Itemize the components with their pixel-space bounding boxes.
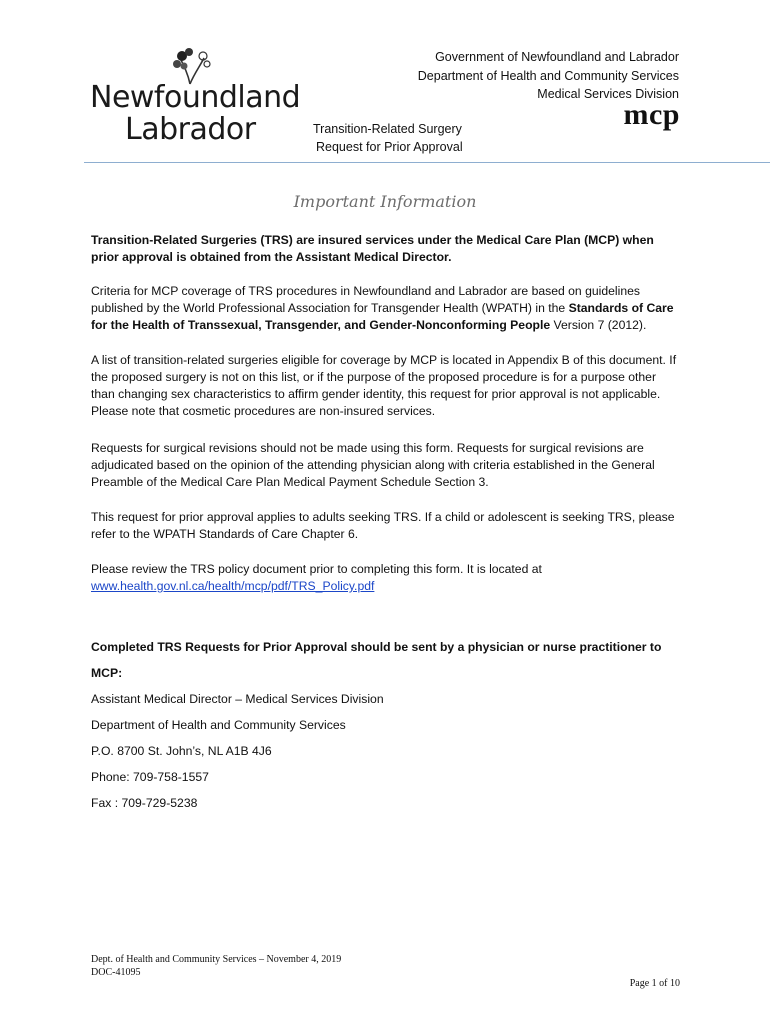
footer-doc-id: DOC-41095 [91,967,141,978]
form-title-line1: Transition-Related Surgery [313,122,462,136]
address-line: Department of Health and Community Services [91,718,346,732]
logo-text-newfoundland: Newfoundland [90,80,301,115]
standards-of-care-title: Standards of Care for the Health of Transsexual, Transgender, and Gender-Nonconforming People [91,301,674,332]
policy-paragraph [91,561,683,595]
mcp-logo: mcp [623,98,680,131]
header-divider [84,162,770,163]
page-number: Page 1 of 10 [629,978,680,989]
surgery-list-paragraph: A list of transition-related surgeries eligible for coverage by MCP is located in Appendix B of this document. If the proposed surgery is not on this list, or if the purpose of the proposed procedure is for a purpose other than changing sex characteristics to affirm gender identity, this request for prior approval is not applicable. Please note that cosmetic procedures are non-insured services. [91,353,677,418]
send-instructions-recipient: MCP: [91,666,123,680]
government-name: Government of Newfoundland and Labrador [435,50,679,64]
send-instructions: Completed TRS Requests for Prior Approval should be sent by a physician or nurse practitioner to [91,640,662,654]
section-heading: Important Information [293,192,477,211]
adults-paragraph: This request for prior approval applies to adults seeking TRS. If a child or adolescent is seeking TRS, please refer to the WPATH Standards of Care Chapter 6. [91,510,675,541]
criteria-paragraph [91,283,683,334]
logo-text-labrador: Labrador [125,112,256,147]
department-name: Department of Health and Community Services [417,69,679,83]
criteria-version: Version 7 (2012). [550,318,647,332]
revisions-paragraph: Requests for surgical revisions should not be made using this form. Requests for surgical revisions are adjudicated based on the opinion of the attending physician along with criteria established in the General Preamble of the Medical Care Plan Medical Payment Schedule Section 3. [91,441,655,489]
intro-paragraph: Transition-Related Surgeries (TRS) are insured services under the Medical Care Plan (MCP) when prior approval is obtained from the Assistant Medical Director. [91,233,654,264]
nl-logo [90,46,301,147]
fax-number: Fax : 709-729-5238 [91,796,198,810]
footer-department-date: Dept. of Health and Community Services – November 4, 2019 [91,954,342,965]
address-line: Assistant Medical Director – Medical Services Division [91,692,384,706]
address-line: P.O. 8700 St. John’s, NL A1B 4J6 [91,744,272,758]
policy-text: Please review the TRS policy document prior to completing this form. It is located at [91,562,542,576]
phone-number: Phone: 709-758-1557 [91,770,209,784]
criteria-text: Criteria for MCP coverage of TRS procedures in Newfoundland and Labrador are based on guidelines published by the World Professional Association for Transgender Health (WPATH) in the [91,284,640,315]
division-name: Medical Services Division [537,87,679,101]
policy-link[interactable]: www.health.gov.nl.ca/health/mcp/pdf/TRS_Policy.pdf [91,579,375,593]
form-title-line2: Request for Prior Approval [316,140,463,154]
